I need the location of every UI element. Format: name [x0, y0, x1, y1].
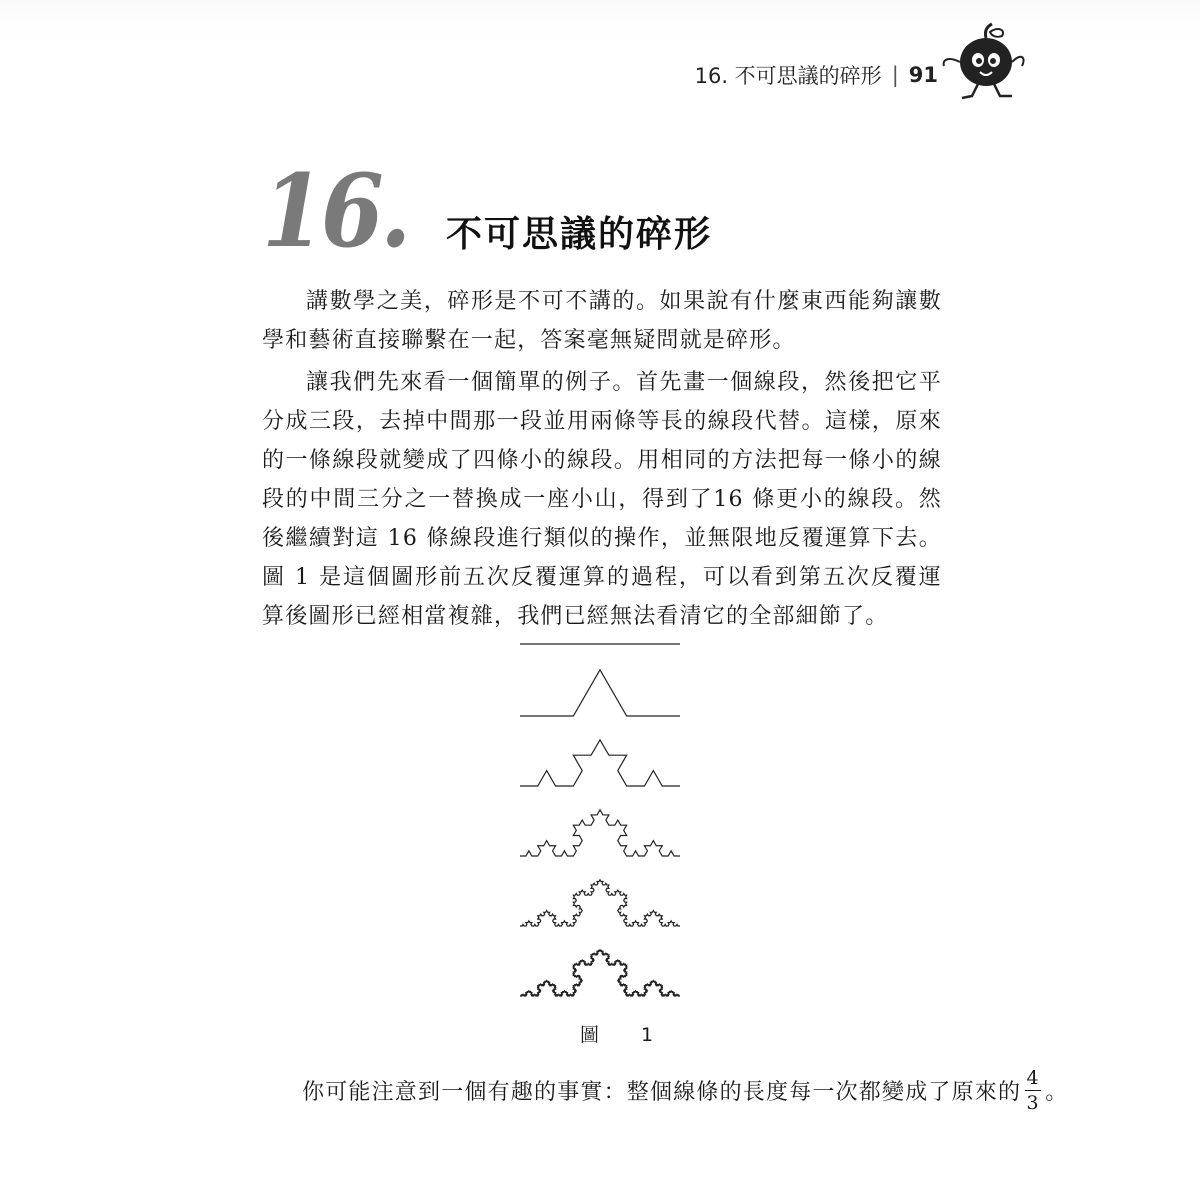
- page-number: 91: [908, 63, 938, 87]
- closing-text: 你可能注意到一個有趣的事實：整個線條的長度每一次都變成了原來的: [302, 1080, 1022, 1105]
- koch-curve-svg: [510, 628, 690, 1008]
- koch-iteration-1: [520, 670, 680, 716]
- fraction-four-thirds: [1025, 1068, 1041, 1113]
- apple-mascot-icon: [938, 22, 1028, 102]
- fraction-numerator: 4: [1026, 1067, 1040, 1089]
- koch-iteration-5: [520, 950, 680, 996]
- fraction-denominator: 3: [1026, 1092, 1040, 1114]
- koch-iteration-4: [520, 880, 680, 926]
- koch-iteration-3: [520, 810, 680, 856]
- paragraph-2: 讓我們先來看一個簡單的例子。首先畫一個線段，然後把它平分成三段，去掉中間那一段並用兩條等長的線段代替。這樣，原來的一條線段就變成了四條小的線段。用相同的方法把每一條小的線段的中間三分之一替換成一座小山，得到了16 條更小的線段。然後繼續對這 16 條線段進行類似的操作，並無限地反覆運算下去。圖 1 是這個圖形前五次反覆運算的過程，可以看到第五次反覆運算後圖形已經相當複雜，我們已經無法看清它的全部細節了。: [262, 370, 942, 629]
- body-text: [262, 282, 942, 639]
- chapter-heading: [262, 152, 712, 270]
- koch-curve-figure: [510, 628, 690, 1008]
- figure-caption: 圖 1: [580, 1024, 672, 1046]
- chapter-number: 16.: [262, 152, 408, 270]
- paragraph-1: 講數學之美，碎形是不可不講的。如果說有什麼東西能夠讓數學和藝術直接聯繫在一起，答案毫無疑問就是碎形。: [262, 289, 942, 353]
- running-header: [695, 60, 938, 90]
- fraction-bar: [1025, 1090, 1041, 1091]
- chapter-title: 不可思議的碎形: [445, 214, 712, 255]
- running-title: 16. 不可思議的碎形: [694, 64, 882, 88]
- closing-punct: 。: [1045, 1080, 1069, 1105]
- closing-sentence: [302, 1068, 1068, 1113]
- koch-iteration-2: [520, 740, 680, 786]
- header-separator: |: [891, 63, 899, 87]
